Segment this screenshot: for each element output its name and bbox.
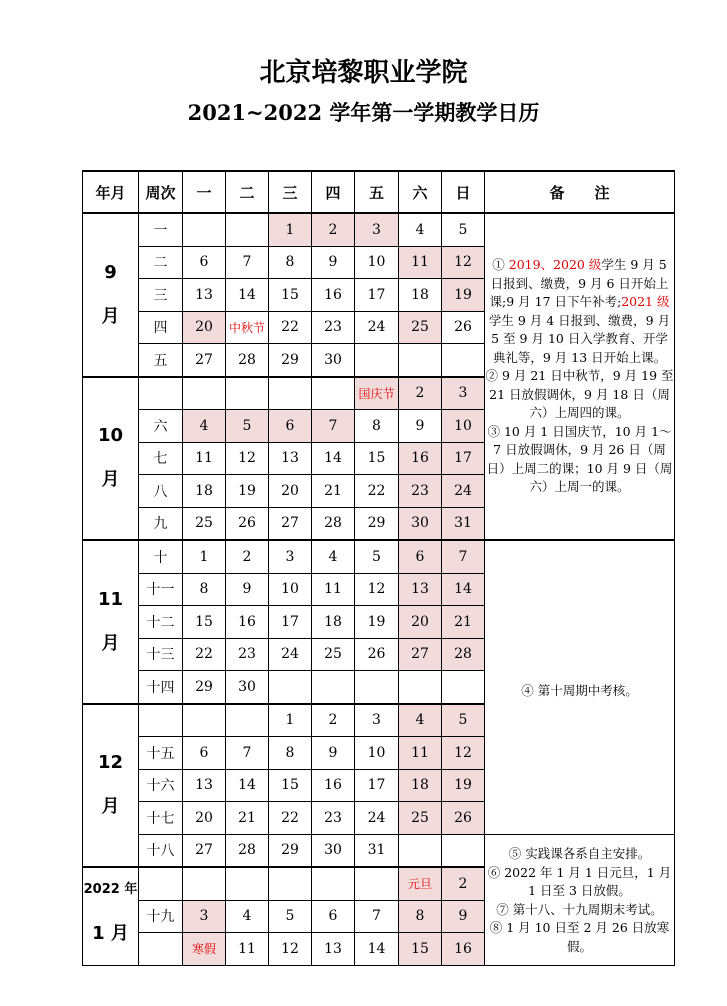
day-cell: 13 xyxy=(312,933,355,966)
day-cell: 14 xyxy=(226,279,269,312)
day-cell: 14 xyxy=(355,933,399,966)
day-cell: 30 xyxy=(226,671,269,704)
month-label: 10 xyxy=(97,425,124,447)
day-cell: 7 xyxy=(355,900,399,933)
week-number: 六 xyxy=(139,410,183,443)
week-number: 一 xyxy=(139,213,183,246)
day-cell: 11 xyxy=(399,246,442,279)
day-cell xyxy=(355,671,399,704)
day-cell: 14 xyxy=(442,573,485,606)
day-cell xyxy=(183,867,226,900)
day-cell: 18 xyxy=(312,606,355,639)
day-cell: 27 xyxy=(399,638,442,671)
day-cell: 3 xyxy=(442,377,485,410)
day-cell: 9 xyxy=(226,573,269,606)
day-cell: 20 xyxy=(183,802,226,835)
notes-cell xyxy=(485,213,675,540)
day-cell: 16 xyxy=(399,442,442,475)
week-number xyxy=(139,933,183,966)
month-september xyxy=(83,213,139,377)
month-label: 12 xyxy=(97,752,124,774)
month-label: 1 月 xyxy=(92,923,129,945)
week-number xyxy=(139,377,183,410)
day-cell: 7 xyxy=(226,737,269,770)
note-text: ① xyxy=(492,257,509,273)
day-cell: 21 xyxy=(442,606,485,639)
page-title: 北京培黎职业学院 xyxy=(259,58,468,88)
day-cell: 8 xyxy=(269,246,312,279)
day-cell: 19 xyxy=(442,279,485,312)
week-number: 三 xyxy=(139,279,183,312)
day-cell xyxy=(442,834,485,867)
day-cell: 12 xyxy=(355,573,399,606)
day-cell: 4 xyxy=(183,410,226,443)
day-cell: 23 xyxy=(399,475,442,508)
day-cell: 17 xyxy=(269,606,312,639)
day-cell xyxy=(269,377,312,410)
day-cell: 15 xyxy=(399,933,442,966)
day-cell: 4 xyxy=(312,540,355,573)
day-cell: 6 xyxy=(269,410,312,443)
week-number: 十八 xyxy=(139,834,183,867)
day-cell: 10 xyxy=(355,246,399,279)
month-october xyxy=(83,377,139,541)
day-cell: 28 xyxy=(442,638,485,671)
day-cell: 2 xyxy=(442,867,485,900)
day-cell: 26 xyxy=(226,507,269,540)
day-cell xyxy=(226,377,269,410)
week-number: 十 xyxy=(139,540,183,573)
week-number: 七 xyxy=(139,442,183,475)
day-cell: 8 xyxy=(355,410,399,443)
day-cell: 24 xyxy=(355,311,399,344)
day-cell xyxy=(269,867,312,900)
day-cell: 22 xyxy=(355,475,399,508)
day-cell: 13 xyxy=(399,573,442,606)
day-cell xyxy=(183,213,226,246)
week-number: 十七 xyxy=(139,802,183,835)
day-cell: 9 xyxy=(312,737,355,770)
day-cell: 30 xyxy=(312,344,355,377)
day-cell: 14 xyxy=(312,442,355,475)
day-cell: 11 xyxy=(312,573,355,606)
day-cell: 11 xyxy=(226,933,269,966)
day-cell: 寒假 xyxy=(183,933,226,966)
day-cell: 18 xyxy=(399,769,442,802)
month-label: 9 xyxy=(104,261,117,283)
header-sun: 日 xyxy=(442,171,485,213)
header-mon: 一 xyxy=(183,171,226,213)
day-cell: 25 xyxy=(399,802,442,835)
day-cell: 21 xyxy=(226,802,269,835)
day-cell: 13 xyxy=(269,442,312,475)
day-cell: 9 xyxy=(399,410,442,443)
page-subtitle: 2021~2022 学年第一学期教学日历 xyxy=(187,100,540,125)
day-cell: 1 xyxy=(269,213,312,246)
header-wed: 三 xyxy=(269,171,312,213)
day-cell xyxy=(399,834,442,867)
day-cell: 12 xyxy=(442,246,485,279)
day-cell xyxy=(442,671,485,704)
day-cell: 10 xyxy=(355,737,399,770)
day-cell: 6 xyxy=(183,246,226,279)
header-thu: 四 xyxy=(312,171,355,213)
notes-cell xyxy=(485,540,675,834)
day-cell xyxy=(312,377,355,410)
day-cell xyxy=(399,671,442,704)
week-number xyxy=(139,704,183,737)
day-cell: 14 xyxy=(226,769,269,802)
day-cell xyxy=(355,867,399,900)
day-cell: 4 xyxy=(399,213,442,246)
day-cell: 10 xyxy=(442,410,485,443)
day-cell: 22 xyxy=(269,311,312,344)
day-cell: 29 xyxy=(269,834,312,867)
day-cell: 13 xyxy=(183,769,226,802)
day-cell: 19 xyxy=(355,606,399,639)
day-cell: 9 xyxy=(442,900,485,933)
note-item: ⑥ 2022 年 1 月 1 日元旦，1 月 1 日至 3 日放假。 xyxy=(487,864,672,898)
day-cell: 12 xyxy=(442,737,485,770)
day-cell: 23 xyxy=(226,638,269,671)
note-text: 学生 9 月 4 日报到、缴费，9 月 5 至 9 月 10 日入学教育、开学典礼等，9 月 13 日开始上课。 xyxy=(488,312,671,365)
day-cell: 31 xyxy=(355,834,399,867)
month-november xyxy=(83,540,139,704)
day-cell: 25 xyxy=(312,638,355,671)
day-cell: 22 xyxy=(269,802,312,835)
table-row xyxy=(83,213,675,246)
day-cell: 9 xyxy=(312,246,355,279)
day-cell xyxy=(183,377,226,410)
day-cell: 7 xyxy=(312,410,355,443)
day-cell: 11 xyxy=(183,442,226,475)
day-cell: 29 xyxy=(269,344,312,377)
day-cell: 13 xyxy=(183,279,226,312)
day-cell: 24 xyxy=(269,638,312,671)
note-text: 学生 9 月 5 日报到、缴费，9 月 6 日开始上课;9 月 17 日下午补考; xyxy=(489,257,669,310)
day-cell: 19 xyxy=(226,475,269,508)
day-cell: 24 xyxy=(355,802,399,835)
day-cell: 11 xyxy=(399,737,442,770)
week-number: 二 xyxy=(139,246,183,279)
month-label: 月 xyxy=(101,469,120,491)
day-cell: 12 xyxy=(269,933,312,966)
day-cell: 5 xyxy=(355,540,399,573)
note-item: ⑧ 1 月 10 日至 2 月 26 日放寒假。 xyxy=(489,920,670,954)
month-december xyxy=(83,704,139,868)
day-cell: 3 xyxy=(183,900,226,933)
day-cell: 20 xyxy=(399,606,442,639)
day-cell: 27 xyxy=(183,344,226,377)
day-cell: 3 xyxy=(355,704,399,737)
day-cell: 23 xyxy=(312,802,355,835)
day-cell: 4 xyxy=(226,900,269,933)
day-cell xyxy=(355,344,399,377)
day-cell: 6 xyxy=(183,737,226,770)
day-cell: 7 xyxy=(442,540,485,573)
note-item xyxy=(485,256,674,367)
week-number: 十三 xyxy=(139,638,183,671)
day-cell: 5 xyxy=(269,900,312,933)
table-row xyxy=(83,540,675,573)
week-number: 十九 xyxy=(139,900,183,933)
day-cell: 24 xyxy=(442,475,485,508)
note-item: ④ 第十周期中考核。 xyxy=(521,683,638,698)
day-cell: 2 xyxy=(399,377,442,410)
day-cell: 6 xyxy=(399,540,442,573)
week-number: 十四 xyxy=(139,671,183,704)
day-cell: 8 xyxy=(269,737,312,770)
notes-cell xyxy=(485,834,675,965)
day-cell: 5 xyxy=(442,704,485,737)
day-cell: 3 xyxy=(355,213,399,246)
week-number: 十二 xyxy=(139,606,183,639)
day-cell: 7 xyxy=(226,246,269,279)
day-cell: 5 xyxy=(226,410,269,443)
day-cell: 16 xyxy=(312,279,355,312)
day-cell: 30 xyxy=(312,834,355,867)
day-cell: 16 xyxy=(226,606,269,639)
day-cell xyxy=(269,671,312,704)
month-label: 11 xyxy=(97,588,124,610)
day-cell xyxy=(226,213,269,246)
day-cell: 8 xyxy=(399,900,442,933)
day-cell: 1 xyxy=(269,704,312,737)
day-cell: 16 xyxy=(312,769,355,802)
day-cell: 2 xyxy=(312,213,355,246)
day-cell: 23 xyxy=(312,311,355,344)
month-label: 月 xyxy=(101,632,120,654)
day-cell: 16 xyxy=(442,933,485,966)
day-cell: 3 xyxy=(269,540,312,573)
header-sat: 六 xyxy=(399,171,442,213)
day-cell: 15 xyxy=(355,442,399,475)
day-cell: 20 xyxy=(269,475,312,508)
note-text: 2019、2020 级 xyxy=(508,257,602,273)
day-cell: 10 xyxy=(269,573,312,606)
note-item: ⑦ 第十八、十九周期末考试。 xyxy=(496,901,663,917)
note-item: ② 9 月 21 日中秋节，9 月 19 至 21 日放假调休，9 月 18 日（周六）上周四的课。 xyxy=(485,368,674,421)
header-fri: 五 xyxy=(355,171,399,213)
day-cell: 2 xyxy=(226,540,269,573)
day-cell: 22 xyxy=(183,638,226,671)
day-cell xyxy=(312,867,355,900)
day-cell: 25 xyxy=(399,311,442,344)
day-cell: 29 xyxy=(355,507,399,540)
week-number: 五 xyxy=(139,344,183,377)
day-cell xyxy=(312,671,355,704)
day-cell xyxy=(226,704,269,737)
day-cell: 25 xyxy=(183,507,226,540)
week-number: 十六 xyxy=(139,769,183,802)
day-cell: 28 xyxy=(312,507,355,540)
day-cell: 15 xyxy=(269,769,312,802)
calendar-table xyxy=(82,170,675,966)
day-cell: 28 xyxy=(226,344,269,377)
note-text: 2021 级 xyxy=(621,294,670,310)
day-cell: 26 xyxy=(442,311,485,344)
week-number xyxy=(139,867,183,900)
month-label: 月 xyxy=(101,305,120,327)
month-label: 月 xyxy=(101,796,120,818)
day-cell: 17 xyxy=(442,442,485,475)
day-cell: 6 xyxy=(312,900,355,933)
week-number: 八 xyxy=(139,475,183,508)
day-cell: 17 xyxy=(355,279,399,312)
day-cell: 8 xyxy=(183,573,226,606)
header-year-month: 年月 xyxy=(83,171,139,213)
day-cell: 国庆节 xyxy=(355,377,399,410)
day-cell: 30 xyxy=(399,507,442,540)
calendar-body xyxy=(83,213,675,965)
day-cell: 27 xyxy=(183,834,226,867)
month-january xyxy=(83,867,139,965)
table-row xyxy=(83,834,675,867)
day-cell: 15 xyxy=(269,279,312,312)
day-cell: 20 xyxy=(183,311,226,344)
day-cell: 1 xyxy=(183,540,226,573)
day-cell xyxy=(399,344,442,377)
day-cell: 19 xyxy=(442,769,485,802)
header-week: 周次 xyxy=(139,171,183,213)
day-cell: 2 xyxy=(312,704,355,737)
day-cell: 17 xyxy=(355,769,399,802)
day-cell: 5 xyxy=(442,213,485,246)
header-notes: 备 注 xyxy=(485,171,675,213)
day-cell: 中秋节 xyxy=(226,311,269,344)
week-number: 十一 xyxy=(139,573,183,606)
day-cell: 18 xyxy=(183,475,226,508)
day-cell xyxy=(183,704,226,737)
day-cell: 26 xyxy=(442,802,485,835)
day-cell: 27 xyxy=(269,507,312,540)
day-cell: 29 xyxy=(183,671,226,704)
day-cell: 元旦 xyxy=(399,867,442,900)
month-year-label: 2022 年 xyxy=(83,882,138,898)
week-number: 九 xyxy=(139,507,183,540)
header-tue: 二 xyxy=(226,171,269,213)
day-cell: 28 xyxy=(226,834,269,867)
day-cell: 4 xyxy=(399,704,442,737)
day-cell xyxy=(442,344,485,377)
day-cell: 18 xyxy=(399,279,442,312)
week-number: 四 xyxy=(139,311,183,344)
day-cell: 31 xyxy=(442,507,485,540)
day-cell xyxy=(226,867,269,900)
day-cell: 26 xyxy=(355,638,399,671)
day-cell: 12 xyxy=(226,442,269,475)
day-cell: 21 xyxy=(312,475,355,508)
note-item: ③ 10 月 1 日国庆节，10 月 1～7 日放假调休，9 月 26 日（周日）上周二的课；10 月 9 日（周六）上周一的课。 xyxy=(486,423,673,495)
week-number: 十五 xyxy=(139,737,183,770)
day-cell: 15 xyxy=(183,606,226,639)
note-item: ⑤ 实践课各系自主安排。 xyxy=(508,846,651,861)
